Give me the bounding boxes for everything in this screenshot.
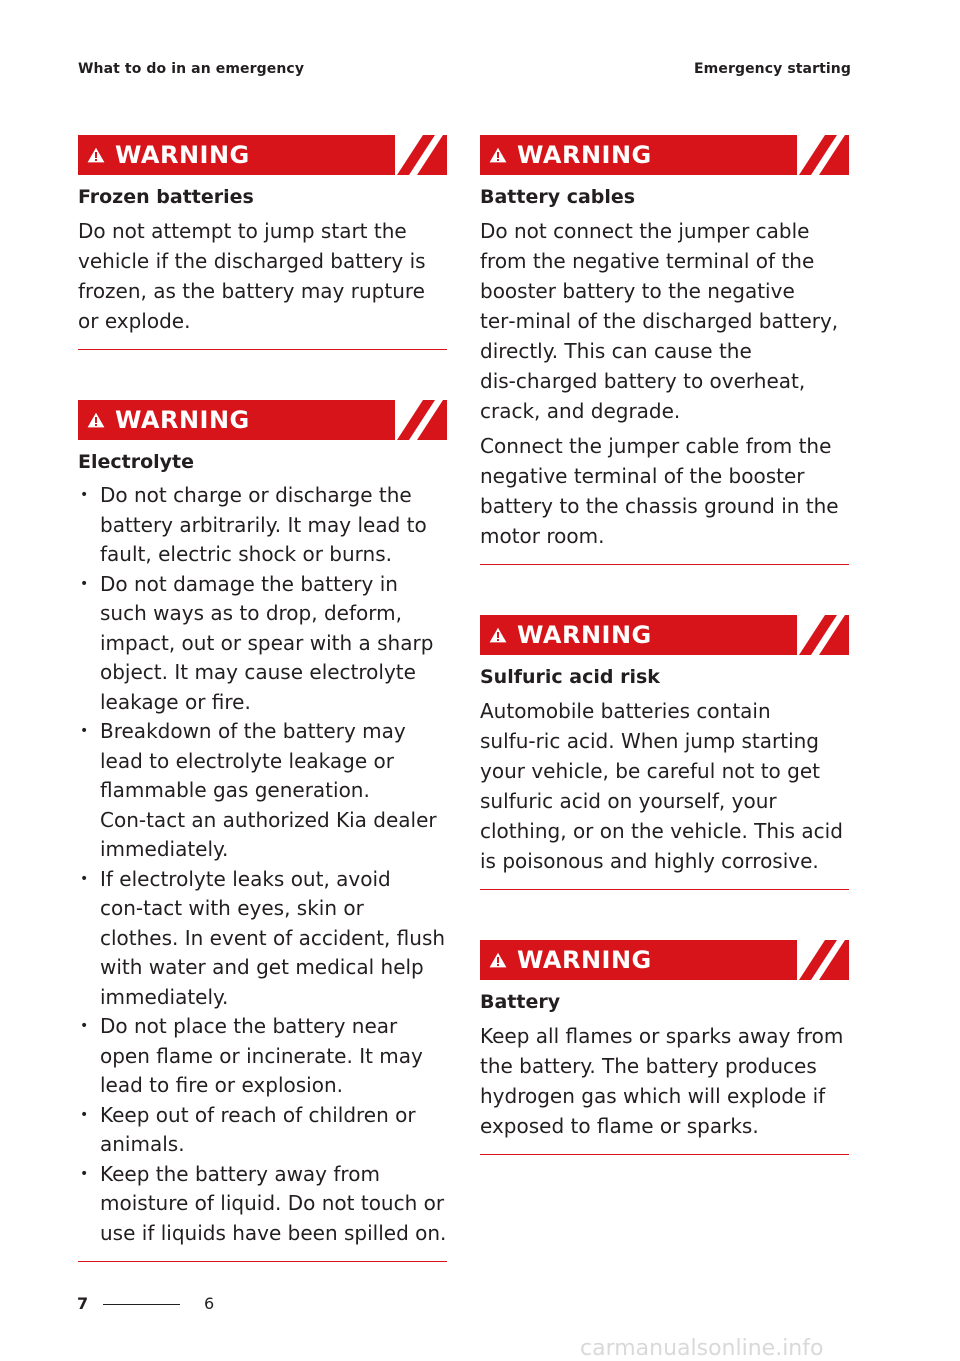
warning-end-rule — [78, 349, 447, 350]
warning-paragraph: Do not connect the jumper cable from the negative terminal of the booster battery to the negative ter‑minal of the discharged battery, directly. This can cause the dis‑charged battery to overheat, crack, and degrade. — [480, 219, 839, 423]
warning-paragraph: Do not attempt to jump start the vehicle if the discharged battery is frozen, as the battery may rupture or explode. — [78, 219, 426, 333]
right-column — [480, 135, 849, 1205]
warning-bullet: • Do not place the battery near open flame or incinerate. It may lead to fire or explosion. — [78, 1012, 447, 1101]
warning-triangle-icon — [489, 147, 507, 163]
warning-bullet: • Breakdown of the battery may lead to electrolyte leakage or flammable gas generation. Con‑tact an authorized Kia dealer immediately. — [78, 717, 447, 865]
warning-paragraph: Automobile batteries contain sulfu‑ric acid. When jump starting your vehicle, be careful not to get sulfuric acid on yourself, your clothing, or on the vehicle. This acid is poisonous and highly corrosive. — [480, 699, 843, 873]
warning-banner — [78, 400, 447, 440]
warning-body — [78, 216, 447, 336]
warning-label: WARNING — [517, 621, 652, 649]
warning-body — [480, 216, 849, 551]
warning-paragraph: Keep all flames or sparks away from the battery. The battery produces hydrogen gas which will explode if exposed to flame or sparks. — [480, 1024, 844, 1138]
running-header-right: Emergency starting — [694, 61, 851, 77]
warning-end-rule — [480, 564, 849, 565]
warning-paragraph: Connect the jumper cable from the negative terminal of the booster battery to the chassis ground in the motor room. — [480, 434, 839, 548]
section-number: 7 — [77, 1294, 89, 1313]
warning-bullet: • Keep the battery away from moisture of liquid. Do not touch or use if liquids have been spilled on. — [78, 1160, 447, 1249]
warning-label: WARNING — [517, 946, 652, 974]
warning-banner — [78, 135, 447, 175]
warning-title: Frozen batteries — [78, 186, 254, 208]
warning-body — [480, 696, 849, 876]
watermark: carmanualsonline.info — [580, 1336, 824, 1361]
warning-body — [78, 481, 447, 1248]
warning-title: Battery — [480, 991, 561, 1013]
warning-bullet: • Do not charge or discharge the battery arbitrarily. It may lead to fault, electric shock or burns. — [78, 481, 447, 570]
warning-label: WARNING — [115, 141, 250, 169]
warning-triangle-icon — [87, 412, 105, 428]
page-number: 6 — [204, 1294, 215, 1313]
double-slash-icon — [797, 615, 849, 655]
warning-box — [480, 135, 849, 565]
warning-end-rule — [480, 1154, 849, 1155]
double-slash-icon — [395, 135, 447, 175]
warning-triangle-icon — [489, 627, 507, 643]
warning-end-rule — [78, 1261, 447, 1262]
warning-end-rule — [480, 889, 849, 890]
warning-banner — [480, 615, 849, 655]
warning-label: WARNING — [115, 406, 250, 434]
warning-bullet-list — [78, 481, 447, 1248]
warning-triangle-icon — [489, 952, 507, 968]
double-slash-icon — [395, 400, 447, 440]
double-slash-icon — [797, 135, 849, 175]
warning-title: Battery cables — [480, 186, 636, 208]
left-column — [78, 135, 447, 1312]
warning-banner — [480, 940, 849, 980]
warning-box — [78, 400, 447, 1262]
warning-bullet: • If electrolyte leaks out, avoid con‑tact with eyes, skin or clothes. In event of accident, flush with water and get medical help immediately. — [78, 865, 447, 1013]
warning-triangle-icon — [87, 147, 105, 163]
running-header-left: What to do in an emergency — [78, 61, 305, 77]
warning-box — [480, 940, 849, 1155]
double-slash-icon — [797, 940, 849, 980]
warning-box — [480, 615, 849, 890]
warning-bullet: • Do not damage the battery in such ways as to drop, deform, impact, out or spear with a sharp object. It may cause electrolyte leakage or fire. — [78, 570, 447, 718]
warning-box — [78, 135, 447, 350]
warning-banner — [480, 135, 849, 175]
warning-body — [480, 1021, 849, 1141]
warning-bullet: • Keep out of reach of children or animals. — [78, 1101, 447, 1160]
warning-title: Sulfuric acid risk — [480, 666, 660, 688]
warning-label: WARNING — [517, 141, 652, 169]
footer-divider — [103, 1304, 180, 1305]
warning-title: Electrolyte — [78, 451, 195, 473]
